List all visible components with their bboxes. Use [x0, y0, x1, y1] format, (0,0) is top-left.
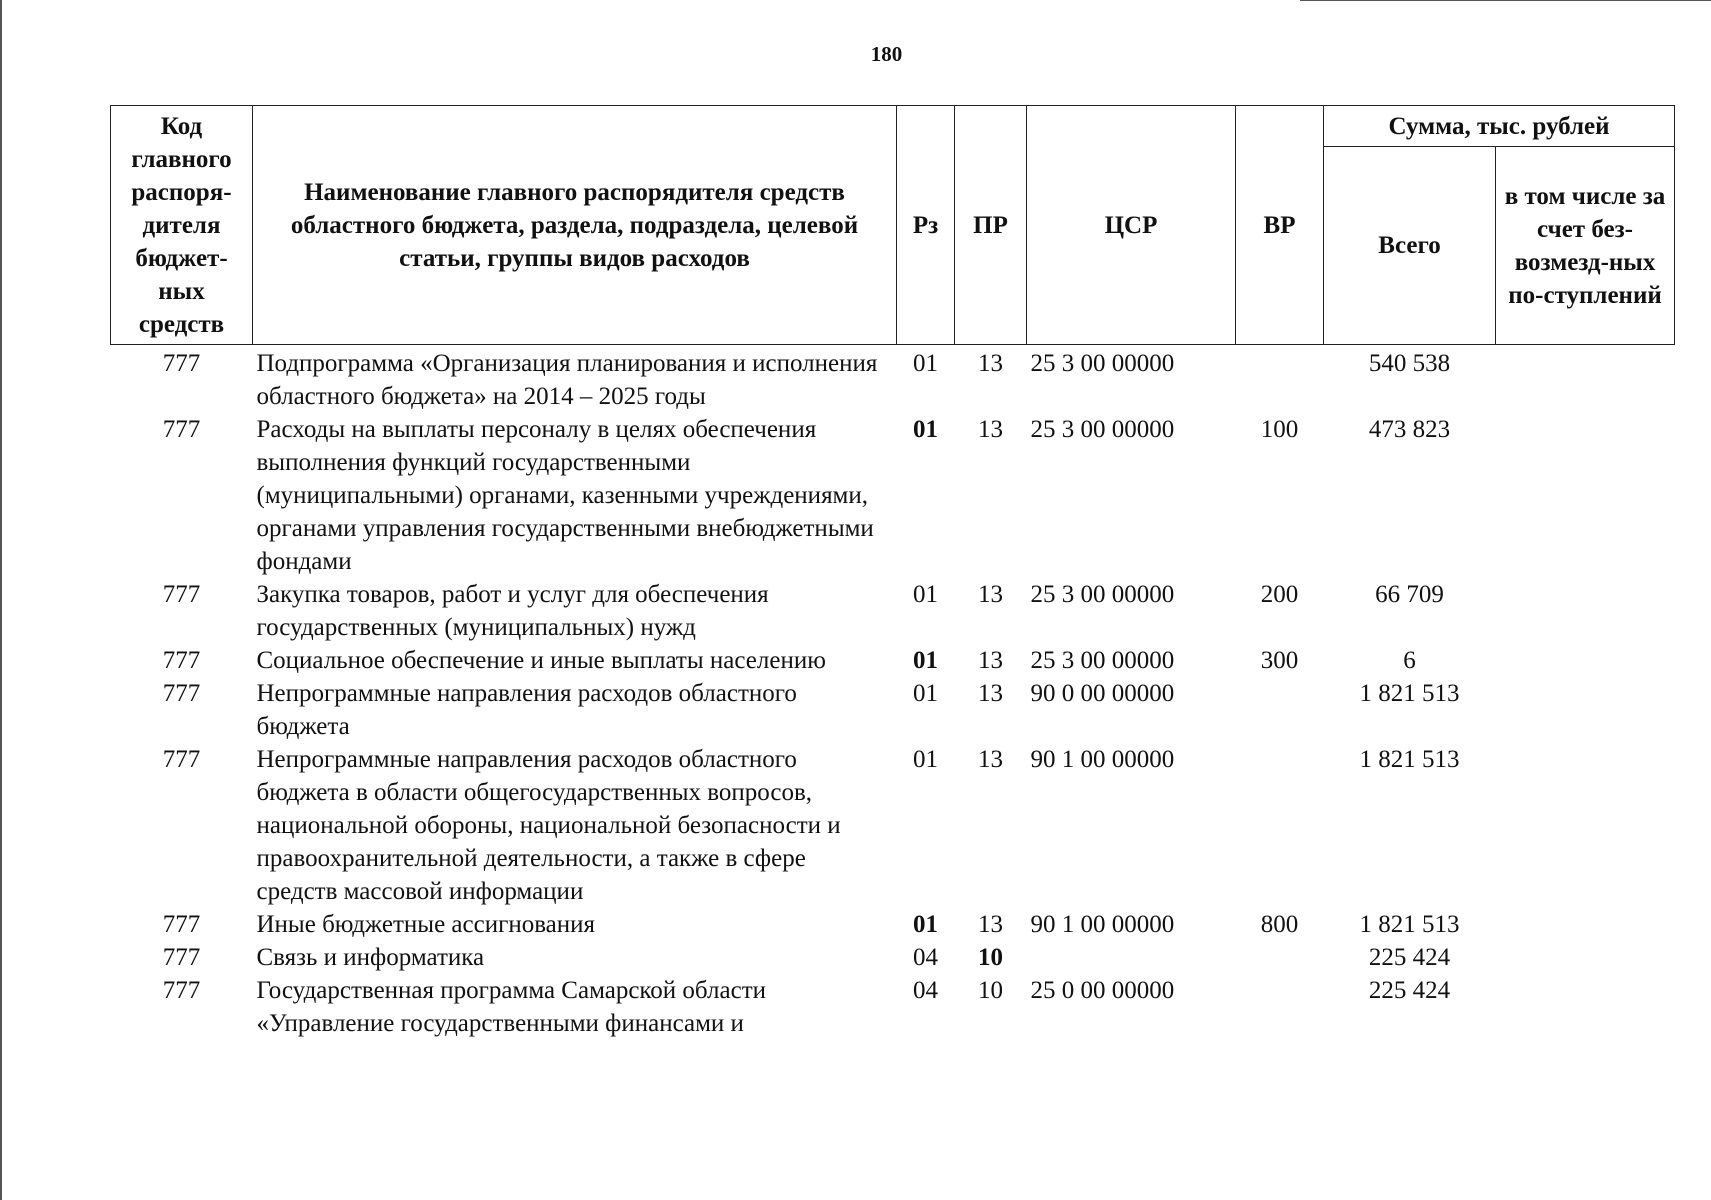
cell-vr: [1236, 345, 1324, 414]
table-row: [111, 743, 1675, 908]
cell-name: Социальное обеспечение и иные выплаты населению: [256, 647, 826, 674]
cell-rz: 04: [913, 977, 938, 1004]
cell-name: Непрограммные направления расходов областного бюджета: [256, 680, 797, 740]
cell-name: Расходы на выплаты персоналу в целях обеспечения выполнения функций государственными (муниципальными) органами, казенными учреждениями, органами управления государственными внебюджетными фондами: [256, 416, 874, 575]
cell-csr: 25 3 00 00000: [1030, 647, 1175, 674]
header-free: в том числе за счет без-возмезд-ных по-ступлений: [1496, 147, 1675, 345]
cell-pr: 13: [978, 416, 1003, 443]
cell-pr: 13: [978, 746, 1003, 773]
header-total: Всего: [1324, 147, 1496, 345]
cell-code: 777: [162, 944, 201, 971]
budget-table: [110, 105, 1675, 1040]
cell-rz: 01: [913, 911, 938, 938]
cell-vr: 300: [1260, 647, 1299, 674]
cell-vr: 100: [1260, 416, 1299, 443]
cell-vr: [1236, 743, 1324, 908]
cell-csr: 90 1 00 00000: [1030, 746, 1175, 773]
header-csr: ЦСР: [1027, 106, 1236, 345]
cell-rz: 01: [913, 680, 938, 707]
cell-name: Государственная программа Самарской области «Управление государственными финансами и: [256, 977, 766, 1037]
cell-name: Связь и информатика: [256, 944, 485, 971]
cell-free: [1496, 345, 1675, 414]
page-number: 180: [870, 42, 903, 66]
cell-name: Иные бюджетные ассигнования: [256, 911, 596, 938]
cell-code: 777: [162, 746, 201, 773]
cell-name: Непрограммные направления расходов областного бюджета в области общегосударственных вопросов, национальной обороны, национальной безопасности и правоохранительной деятельности, а также в сфере средств массовой информации: [256, 746, 841, 905]
cell-pr: 13: [978, 350, 1003, 377]
cell-total: 473 823: [1368, 416, 1451, 443]
cell-code: 777: [162, 581, 201, 608]
cell-free: [1496, 413, 1675, 578]
table-row: [111, 578, 1675, 644]
cell-vr: 200: [1260, 581, 1299, 608]
cell-total: 6: [1403, 647, 1416, 674]
cell-rz: 01: [913, 416, 938, 443]
cell-code: 777: [162, 416, 201, 443]
cell-total: 225 424: [1368, 944, 1451, 971]
cell-pr: 10: [978, 944, 1003, 971]
cell-code: 777: [162, 350, 201, 377]
header-name: Наименование главного распорядителя средств областного бюджета, раздела, подраздела, целевой статьи, группы видов расходов: [253, 106, 897, 345]
cell-pr: 13: [978, 647, 1003, 674]
table-row: [111, 644, 1675, 677]
cell-csr: 25 0 00 00000: [1030, 977, 1175, 1004]
cell-pr: 13: [978, 911, 1003, 938]
cell-csr: [1027, 941, 1236, 974]
cell-total: 1 821 513: [1359, 746, 1460, 773]
cell-name: Подпрограмма «Организация планирования и исполнения областного бюджета» на 2014 – 2025 годы: [256, 350, 878, 410]
cell-code: 777: [162, 977, 201, 1004]
cell-csr: 90 0 00 00000: [1030, 680, 1175, 707]
table-row: [111, 677, 1675, 743]
cell-vr: [1236, 941, 1324, 974]
cell-code: 777: [162, 680, 201, 707]
cell-free: [1496, 908, 1675, 941]
header-code: Код главного распоря-дителя бюджет-ных средств: [111, 106, 253, 345]
cell-pr: 10: [978, 977, 1003, 1004]
cell-rz: 04: [913, 944, 938, 971]
cell-rz: 01: [913, 581, 938, 608]
table-row: [111, 908, 1675, 941]
cell-free: [1496, 941, 1675, 974]
cell-total: 1 821 513: [1359, 911, 1460, 938]
cell-total: 540 538: [1368, 350, 1451, 377]
cell-free: [1496, 974, 1675, 1040]
cell-name: Закупка товаров, работ и услуг для обеспечения государственных (муниципальных) нужд: [256, 581, 769, 641]
cell-free: [1496, 578, 1675, 644]
cell-rz: 01: [913, 647, 938, 674]
cell-code: 777: [162, 911, 201, 938]
cell-free: [1496, 743, 1675, 908]
table-header: [111, 106, 1675, 345]
cell-vr: [1236, 677, 1324, 743]
cell-vr: [1236, 974, 1324, 1040]
cell-pr: 13: [978, 581, 1003, 608]
cell-total: 225 424: [1368, 977, 1451, 1004]
cell-free: [1496, 677, 1675, 743]
table-row: [111, 345, 1675, 414]
header-rz: Рз: [897, 106, 955, 345]
scan-edge-left: [0, 0, 2, 1200]
cell-csr: 25 3 00 00000: [1030, 416, 1175, 443]
header-vr: ВР: [1236, 106, 1324, 345]
cell-free: [1496, 644, 1675, 677]
cell-rz: 01: [913, 746, 938, 773]
cell-csr: 25 3 00 00000: [1030, 581, 1175, 608]
cell-csr: 25 3 00 00000: [1030, 350, 1175, 377]
cell-vr: 800: [1260, 911, 1299, 938]
table-body: [111, 345, 1675, 1041]
table-row: [111, 413, 1675, 578]
scan-edge-top: [1300, 0, 1711, 1]
cell-total: 1 821 513: [1359, 680, 1460, 707]
cell-code: 777: [162, 647, 201, 674]
cell-total: 66 709: [1375, 581, 1444, 608]
cell-pr: 13: [978, 680, 1003, 707]
cell-csr: 90 1 00 00000: [1030, 911, 1175, 938]
cell-rz: 01: [913, 350, 938, 377]
table-row: [111, 941, 1675, 974]
header-sum: Сумма, тыс. рублей: [1324, 106, 1675, 147]
header-pr: ПР: [955, 106, 1027, 345]
table-row: [111, 974, 1675, 1040]
